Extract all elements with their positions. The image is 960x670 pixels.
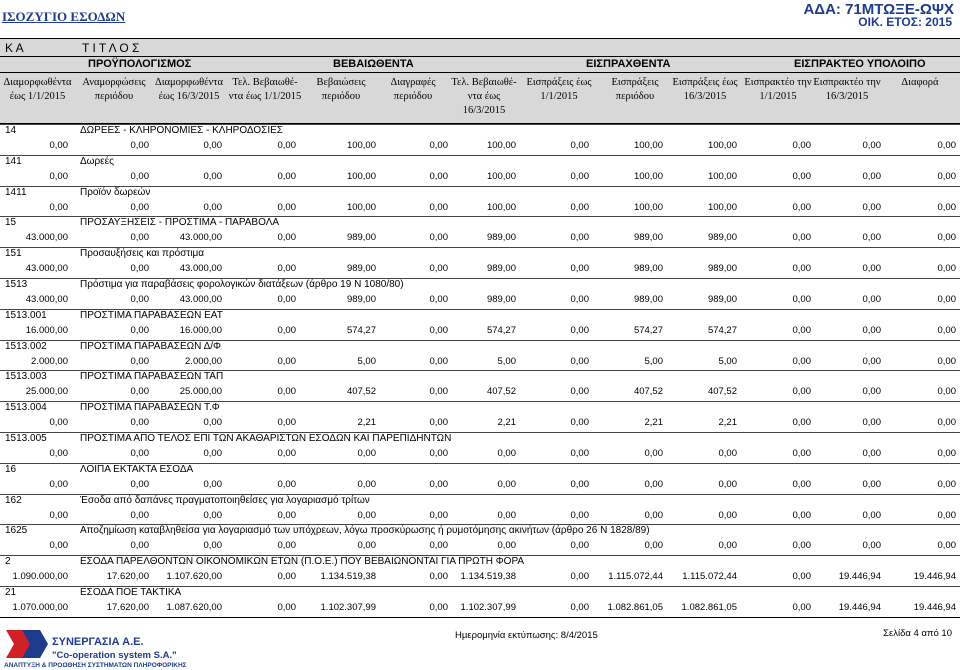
column-header: Διαφορά [901, 77, 939, 88]
amount-cell: 0,00 [792, 417, 811, 429]
amount-cell: 0,00 [277, 386, 296, 398]
column-header: Εισπράξεις περιόδου [611, 77, 659, 102]
amount-cell: 0,00 [277, 571, 296, 583]
amount-cell: 574,27 [707, 324, 737, 336]
amount-cell: 0,00 [570, 201, 589, 213]
amount-cell: 0,00 [429, 386, 448, 398]
header-top-line [0, 38, 960, 39]
amount-cell: 0,00 [644, 478, 663, 490]
company-subtitle: "Co-operation system S.A." [52, 650, 177, 661]
amount-cell: 0,00 [357, 478, 376, 490]
amount-cell: 0,00 [429, 232, 448, 244]
amount-cell: 0,00 [130, 263, 149, 275]
amount-cell: 43.000,00 [179, 263, 222, 275]
amount-cell: 43.000,00 [179, 232, 222, 244]
group-certified: ΒΕΒΑΙΩΘΕΝΤΑ [333, 58, 414, 70]
amount-cell: 0,00 [792, 263, 811, 275]
amount-cell: 5,00 [357, 355, 376, 367]
fiscal-year-label: ΟΙΚ. ΕΤΟΣ: [858, 15, 922, 29]
amount-cell: 0,00 [862, 478, 881, 490]
amount-cell: 574,27 [633, 324, 663, 336]
amount-cell: 0,00 [862, 232, 881, 244]
amount-cell: 0,00 [49, 140, 68, 151]
account-title: Προσαυξήσεις και πρόστιμα [80, 248, 205, 260]
amount-cell: 1.087.620,00 [166, 602, 222, 613]
account-code: 1513.005 [5, 433, 47, 444]
amount-cell: 0,00 [937, 355, 956, 367]
amount-cell: 2.000,00 [185, 355, 222, 367]
account-title: Προϊόν δωρεών [80, 186, 151, 198]
amount-cell: 0,00 [130, 509, 149, 521]
amount-cell: 0,00 [718, 509, 737, 521]
account-code: 1513.003 [5, 371, 47, 383]
amount-cell: 0,00 [862, 324, 881, 336]
amount-cell: 5,00 [718, 355, 737, 367]
amount-cell: 1.070.000,00 [12, 602, 68, 613]
amount-cell: 0,00 [203, 170, 222, 182]
amount-cell: 0,00 [792, 355, 811, 367]
company-tagline: ΑΝΑΠΤΥΞΗ & ΠΡΟΩΘΗΣΗ ΣΥΣΤΗΜΑΤΩΝ ΠΛΗΡΟΦΟΡΙΚΗΣ [4, 662, 187, 669]
amount-cell: 16.000,00 [25, 324, 68, 336]
amount-cell: 0,00 [792, 509, 811, 521]
group-receivable: ΕΙΣΠΡΑΚΤΕΟ ΥΠΟΛΟΙΠΟ [794, 58, 926, 70]
amount-cell: 0,00 [277, 201, 296, 213]
account-code: 141 [5, 155, 22, 167]
amount-cell: 1.102.307,99 [320, 602, 376, 613]
amount-cell: 0,00 [862, 263, 881, 275]
amount-cell: 0,00 [429, 509, 448, 521]
amount-cell: 100,00 [707, 170, 737, 182]
account-code: 1513.002 [5, 340, 47, 352]
amount-cell: 989,00 [633, 294, 663, 305]
col-header-ka: Κ Α [5, 41, 24, 55]
row-separator [0, 155, 960, 156]
amount-cell: 0,00 [277, 263, 296, 275]
column-header: Βεβαιώσεις περιόδου [316, 77, 366, 102]
amount-cell: 0,00 [792, 602, 811, 613]
print-date: Ημερομηνία εκτύπωσης: 8/4/2015 [455, 630, 598, 641]
amount-cell: 0,00 [130, 294, 149, 305]
account-code: 15 [5, 217, 17, 229]
amount-cell: 0,00 [497, 540, 516, 552]
column-header: Διαμορφωθέντα έως 1/1/2015 [3, 77, 72, 102]
account-code: 2 [5, 556, 11, 568]
amount-cell: 2,21 [644, 417, 663, 429]
amount-cell: 0,00 [570, 232, 589, 244]
account-title: ΛΟΙΠΑ ΕΚΤΑΚΤΑ ΕΣΟΔΑ [80, 463, 194, 475]
amount-cell: 407,52 [707, 386, 737, 398]
amount-cell: 1.102.307,99 [460, 602, 516, 613]
page-number: Σελίδα 4 από 10 [883, 628, 952, 639]
amount-cell: 0,00 [570, 324, 589, 336]
amount-cell: 1.082.861,05 [681, 602, 737, 613]
amount-cell: 2,21 [718, 417, 737, 429]
column-header: Διαμορφωθέντα έως 16/3/2015 [154, 77, 224, 102]
amount-cell: 0,00 [49, 170, 68, 182]
col-header-title: Τ Ι Τ Λ Ο Σ [82, 41, 140, 55]
amount-cell: 0,00 [792, 232, 811, 244]
amount-cell: 407,52 [633, 386, 663, 398]
amount-cell: 0,00 [937, 140, 956, 151]
amount-cell: 989,00 [633, 232, 663, 244]
amount-cell: 0,00 [570, 140, 589, 151]
amount-cell: 989,00 [486, 232, 516, 244]
amount-cell: 0,00 [49, 417, 68, 429]
amount-cell: 19.446,94 [913, 571, 956, 583]
amount-cell: 407,52 [486, 386, 516, 398]
amount-cell: 0,00 [862, 170, 881, 182]
ada-code: ΑΔΑ: 71ΜΤΩΞΕ-ΩΨΧ [803, 1, 954, 18]
amount-cell: 0,00 [277, 355, 296, 367]
amount-cell: 0,00 [429, 263, 448, 275]
amount-cell: 0,00 [130, 201, 149, 213]
column-header: Εισπράξεις έως 1/1/2015 [526, 77, 592, 102]
amount-cell: 0,00 [429, 170, 448, 182]
amount-cell: 0,00 [49, 448, 68, 459]
amount-cell: 0,00 [937, 509, 956, 521]
amount-cell: 0,00 [277, 448, 296, 459]
amount-cell: 0,00 [203, 540, 222, 552]
amount-cell: 0,00 [792, 324, 811, 336]
amount-cell: 0,00 [429, 324, 448, 336]
amount-cell: 0,00 [130, 232, 149, 244]
amount-cell: 0,00 [429, 140, 448, 151]
account-code: 14 [5, 125, 17, 136]
account-title: ΠΡΟΣΤΙΜΑ ΠΑΡΑΒΑΣΕΩΝ ΕΑΤ [80, 309, 223, 321]
amount-cell: 100,00 [633, 170, 663, 182]
amount-cell: 0,00 [429, 478, 448, 490]
amount-cell: 0,00 [203, 448, 222, 459]
amount-cell: 0,00 [277, 324, 296, 336]
amount-cell: 0,00 [130, 170, 149, 182]
amount-cell: 0,00 [203, 417, 222, 429]
amount-cell: 0,00 [792, 571, 811, 583]
amount-cell: 989,00 [486, 294, 516, 305]
amount-cell: 100,00 [486, 201, 516, 213]
account-code: 1513 [5, 279, 28, 290]
fiscal-year [858, 15, 952, 29]
amount-cell: 0,00 [570, 170, 589, 182]
amount-cell: 407,52 [346, 386, 376, 398]
amount-cell: 100,00 [346, 140, 376, 151]
account-title: ΠΡΟΣΑΥΞΗΣΕΙΣ - ΠΡΟΣΤΙΜΑ - ΠΑΡΑΒΟΛΑ [80, 217, 280, 229]
amount-cell: 2.000,00 [31, 355, 68, 367]
amount-cell: 0,00 [644, 540, 663, 552]
account-title: ΠΡΟΣΤΙΜΑ ΠΑΡΑΒΑΣΕΩΝ Τ.Φ [80, 402, 220, 414]
amount-cell: 0,00 [497, 478, 516, 490]
account-code: 151 [5, 248, 22, 260]
account-code: 1411 [5, 186, 27, 198]
amount-cell: 989,00 [346, 294, 376, 305]
amount-cell: 989,00 [346, 263, 376, 275]
fiscal-year-value: 2015 [925, 15, 952, 29]
amount-cell: 17.620,00 [106, 571, 149, 583]
amount-cell: 1.090.000,00 [12, 571, 68, 583]
amount-cell: 0,00 [792, 170, 811, 182]
amount-cell: 0,00 [277, 294, 296, 305]
amount-cell: 989,00 [346, 232, 376, 244]
amount-cell: 5,00 [644, 355, 663, 367]
amount-cell: 0,00 [792, 540, 811, 552]
amount-cell: 0,00 [570, 263, 589, 275]
amount-cell: 0,00 [644, 509, 663, 521]
report-title: ΙΣΟΖΥΓΙΟ ΕΣΟΔΩΝ [2, 9, 126, 24]
amount-cell: 100,00 [633, 201, 663, 213]
amount-cell: 100,00 [486, 170, 516, 182]
account-title: ΠΡΟΣΤΙΜΑ ΑΠΟ ΤΕΛΟΣ ΕΠΙ ΤΩΝ ΑΚΑΘΑΡΙΣΤΩΝ ΕΣΟΔΩΝ ΚΑΙ ΠΑΡΕΠΙΔΗΝΤΩΝ [80, 433, 452, 444]
amount-cell: 0,00 [570, 355, 589, 367]
amount-cell: 0,00 [862, 140, 881, 151]
amount-cell: 0,00 [718, 478, 737, 490]
amount-cell: 0,00 [203, 140, 222, 151]
amount-cell: 0,00 [130, 140, 149, 151]
column-header: Εισπράξεις έως 16/3/2015 [672, 77, 738, 102]
amount-cell: 0,00 [570, 509, 589, 521]
amount-cell: 0,00 [937, 170, 956, 182]
amount-cell: 989,00 [707, 232, 737, 244]
account-title: Έσοδα από δαπάνες πραγματοποιηθείσες για λογαριασμό τρίτων [80, 494, 370, 506]
amount-cell: 0,00 [130, 540, 149, 552]
group-budget: ΠΡΟΫΠΟΛΟΓΙΣΜΟΣ [88, 58, 192, 70]
account-code: 21 [5, 587, 17, 598]
amount-cell: 0,00 [570, 448, 589, 459]
amount-cell: 989,00 [707, 294, 737, 305]
amount-cell: 0,00 [130, 448, 149, 459]
amount-cell: 0,00 [570, 294, 589, 305]
amount-cell: 0,00 [937, 448, 956, 459]
amount-cell: 0,00 [277, 170, 296, 182]
amount-cell: 1.134.519,38 [320, 571, 376, 583]
amount-cell: 0,00 [277, 140, 296, 151]
account-title: ΠΡΟΣΤΙΜΑ ΠΑΡΑΒΑΣΕΩΝ ΤΑΠ [80, 371, 224, 383]
amount-cell: 0,00 [429, 294, 448, 305]
amount-cell: 0,00 [49, 478, 68, 490]
amount-cell: 100,00 [707, 140, 737, 151]
amount-cell: 0,00 [429, 201, 448, 213]
amount-cell: 0,00 [203, 201, 222, 213]
amount-cell: 989,00 [633, 263, 663, 275]
amount-cell: 43.000,00 [179, 294, 222, 305]
amount-cell: 0,00 [862, 509, 881, 521]
account-code: 16 [5, 463, 17, 475]
table-bottom-line [0, 617, 960, 618]
amount-cell: 0,00 [277, 540, 296, 552]
amount-cell: 0,00 [862, 448, 881, 459]
company-logo-icon [4, 628, 48, 660]
group-collected: ΕΙΣΠΡΑΧΘΕΝΤΑ [586, 58, 671, 70]
account-title: ΔΩΡΕΕΣ - ΚΛΗΡΟΝΟΜΙΕΣ - ΚΛΗΡΟΔΟΣΙΕΣ [80, 125, 283, 136]
amount-cell: 0,00 [792, 478, 811, 490]
account-title: ΠΡΟΣΤΙΜΑ ΠΑΡΑΒΑΣΕΩΝ Δ/Φ [80, 340, 222, 352]
amount-cell: 100,00 [346, 170, 376, 182]
column-header: Τελ. Βεβαιωθέ-ντα έως 16/3/2015 [451, 77, 517, 116]
company-name: ΣΥΝΕΡΓΑΣΙΑ Α.Ε. [52, 636, 144, 648]
amount-cell: 0,00 [937, 540, 956, 552]
amount-cell: 0,00 [792, 294, 811, 305]
amount-cell: 1.134.519,38 [460, 571, 516, 583]
amount-cell: 0,00 [429, 417, 448, 429]
header-mid-line [0, 56, 960, 57]
amount-cell: 1.115.072,44 [608, 571, 663, 583]
amount-cell: 0,00 [570, 571, 589, 583]
amount-cell: 0,00 [203, 509, 222, 521]
amount-cell: 0,00 [130, 324, 149, 336]
amount-cell: 0,00 [497, 448, 516, 459]
amount-cell: 0,00 [937, 417, 956, 429]
amount-cell: 0,00 [644, 448, 663, 459]
amount-cell: 0,00 [49, 509, 68, 521]
amount-cell: 0,00 [937, 294, 956, 305]
amount-cell: 1.115.072,44 [682, 571, 737, 583]
account-code: 162 [5, 494, 22, 506]
amount-cell: 0,00 [429, 602, 448, 613]
amount-cell: 0,00 [792, 140, 811, 151]
account-code: 1625 [5, 525, 28, 537]
amount-cell: 0,00 [862, 201, 881, 213]
amount-cell: 0,00 [570, 602, 589, 613]
column-header: Εισπρακτέο την 16/3/2015 [813, 77, 881, 102]
amount-cell: 0,00 [130, 386, 149, 398]
amount-cell: 0,00 [792, 201, 811, 213]
amount-cell: 100,00 [633, 140, 663, 151]
amount-cell: 0,00 [570, 540, 589, 552]
amount-cell: 2,21 [497, 417, 516, 429]
amount-cell: 0,00 [862, 540, 881, 552]
amount-cell: 0,00 [130, 355, 149, 367]
header-group-line [0, 72, 960, 73]
amount-cell: 989,00 [707, 263, 737, 275]
account-title: Δωρεές [80, 155, 114, 167]
amount-cell: 0,00 [277, 478, 296, 490]
amount-cell: 100,00 [486, 140, 516, 151]
amount-cell: 0,00 [49, 540, 68, 552]
amount-cell: 0,00 [862, 294, 881, 305]
amount-cell: 19.446,94 [838, 602, 881, 613]
amount-cell: 0,00 [429, 540, 448, 552]
account-code: 1513.001 [5, 309, 47, 321]
amount-cell: 19.446,94 [838, 571, 881, 583]
amount-cell: 0,00 [130, 478, 149, 490]
amount-cell: 0,00 [357, 509, 376, 521]
account-title: ΕΣΟΔΑ ΠΑΡΕΛΘΟΝΤΩΝ ΟΙΚΟΝΟΜΙΚΩΝ ΕΤΩΝ (Π.Ο.Ε.) ΠΟΥ ΒΕΒΑΙΩΝΟΝΤΑΙ ΓΙΑ ΠΡΩΤΗ ΦΟΡΑ [80, 556, 525, 568]
amount-cell: 0,00 [203, 478, 222, 490]
amount-cell: 17.620,00 [106, 602, 149, 613]
amount-cell: 574,27 [346, 324, 376, 336]
amount-cell: 0,00 [570, 386, 589, 398]
amount-cell: 0,00 [357, 540, 376, 552]
amount-cell: 0,00 [277, 232, 296, 244]
amount-cell: 5,00 [497, 355, 516, 367]
amount-cell: 0,00 [277, 509, 296, 521]
amount-cell: 574,27 [486, 324, 516, 336]
amount-cell: 1.107.620,00 [166, 571, 222, 583]
amount-cell: 0,00 [718, 448, 737, 459]
amount-cell: 0,00 [277, 602, 296, 613]
amount-cell: 0,00 [429, 355, 448, 367]
account-title: Πρόστιμα για παραβάσεις φορολογικών διατάξεων (άρθρο 19 Ν 1080/80) [80, 279, 404, 290]
column-header: Εισπρακτέο την 1/1/2015 [744, 77, 812, 102]
amount-cell: 25.000,00 [179, 386, 222, 398]
amount-cell: 19.446,94 [913, 602, 956, 613]
amount-cell: 0,00 [937, 324, 956, 336]
account-title: ΕΣΟΔΑ ΠΟΕ ΤΑΚΤΙΚΑ [80, 587, 182, 598]
amount-cell: 0,00 [570, 478, 589, 490]
amount-cell: 0,00 [429, 571, 448, 583]
amount-cell: 100,00 [707, 201, 737, 213]
amount-cell: 0,00 [718, 540, 737, 552]
column-header: Τελ. Βεβαιωθέ-ντα έως 1/1/2015 [228, 77, 302, 102]
amount-cell: 43.000,00 [25, 232, 68, 244]
amount-cell: 0,00 [937, 478, 956, 490]
amount-cell: 0,00 [862, 417, 881, 429]
amount-cell: 0,00 [862, 355, 881, 367]
amount-cell: 25.000,00 [25, 386, 68, 398]
amount-cell: 989,00 [486, 263, 516, 275]
amount-cell: 0,00 [937, 263, 956, 275]
amount-cell: 0,00 [130, 417, 149, 429]
amount-cell: 0,00 [792, 386, 811, 398]
amount-cell: 2,21 [357, 417, 376, 429]
account-title: Αποζημίωση καταβληθείσα για λογαριασμό των υπόχρεων, λόγω προσκύρωσης ή ρυμοτόμησης ακινήτων (άρθρο 26 Ν 1828/89) [80, 525, 650, 537]
amount-cell: 0,00 [570, 417, 589, 429]
account-code: 1513.004 [5, 402, 47, 414]
column-header: Διαγραφές περιόδου [390, 77, 436, 102]
amount-cell: 100,00 [346, 201, 376, 213]
amount-cell: 0,00 [357, 448, 376, 459]
amount-cell: 0,00 [277, 417, 296, 429]
amount-cell: 0,00 [937, 201, 956, 213]
amount-cell: 0,00 [497, 509, 516, 521]
amount-cell: 0,00 [49, 201, 68, 213]
amount-cell: 0,00 [937, 386, 956, 398]
amount-cell: 16.000,00 [179, 324, 222, 336]
amount-cell: 1.082.861,05 [607, 602, 663, 613]
amount-cell: 0,00 [792, 448, 811, 459]
amount-cell: 0,00 [862, 386, 881, 398]
amount-cell: 43.000,00 [25, 263, 68, 275]
amount-cell: 0,00 [937, 232, 956, 244]
amount-cell: 43.000,00 [25, 294, 68, 305]
amount-cell: 0,00 [429, 448, 448, 459]
column-header: Αναμορφώσεις περιόδου [82, 77, 146, 102]
